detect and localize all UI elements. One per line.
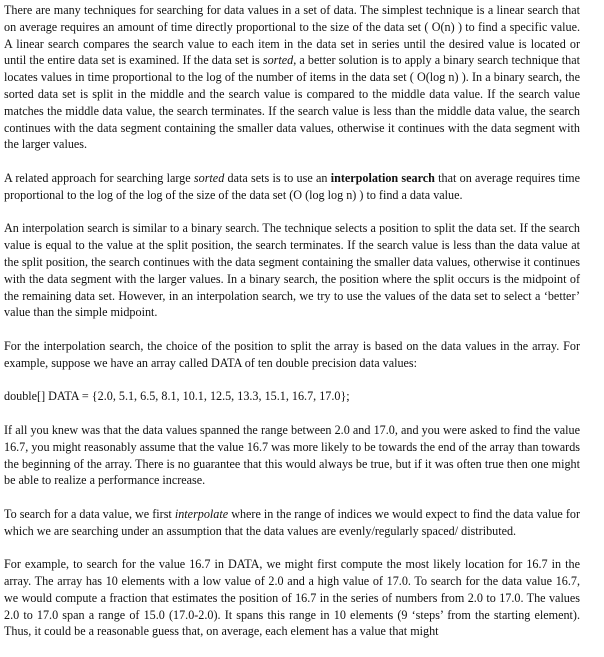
document-body	[4, 2, 580, 657]
code-data-array: double[] DATA = {2.0, 5.1, 6.5, 8.1, 10.1, 12.5, 13.3, 15.1, 16.7, 17.0};	[4, 389, 350, 404]
paragraph-example-computation: For example, to search for the value 16.7 in DATA, we might first compute the most likely location for 16.7 in the array. The array has 10 elements with a low value of 2.0 and a high value of 17.0. To search for the data value 16.7, we would compute a fraction that estimates the position of 16.7 in the series of numbers from 2.0 to 17.0. The values 2.0 to 17.0 span a range of 15.0 (17.0-2.0). It spans this range in 10 elements (9 ‘steps’ from the starting element). Thus, it could be a reasonable guess that, on average, each element has a value that might	[4, 557, 580, 639]
paragraph-interpolation-vs-binary: An interpolation search is similar to a binary search. The technique selects a position to split the data set. If the search value is equal to the value at the split position, the search terminates. If the search value is less than the data value at the split position, the search continues with the data segment containing the smaller data values, otherwise it continues with the data segment with the larger values. In a binary search, the position where the split occurs is the midpoint of the remaining data set. However, in an interpolation search, we try to use the values of the data set to select a ‘better’ value than the simple midpoint.	[4, 221, 580, 320]
text-run: There are many techniques for searching for data values in a set of data. The simplest technique is a linear search that on average requires an amount of time directly proportional to the size of the data set ( O(n) ) to find a specific value. A linear search compares the search value to each item in the data set in series until the desired value is located or until the entire data set is examined. If the data set is	[4, 3, 580, 68]
paragraph-interpolate-step	[4, 506, 580, 540]
bold-interpolation-search: interpolation search	[330, 170, 435, 185]
emphasis-sorted: sorted	[193, 170, 225, 185]
text-run: To search for a data value, we first	[4, 506, 175, 521]
paragraph-range-reasoning: If all you knew was that the data values spanned the range between 2.0 and 17.0, and you were asked to find the value 16.7, you might reasonably assume that the value 16.7 was more likely to be towards the end of the array than towards the beginning of the array. There is no guarantee that this would always be true, but if it was often true then one might be able to realize a performance increase.	[4, 422, 580, 488]
text-run: where in the range of indices we would expect to find the data value for which we are searching under an assumption that the data values are evenly/regularly spaced/ distributed.	[4, 506, 580, 538]
paragraph-linear-binary-search	[4, 2, 580, 153]
text-run: , a better solution is to apply a binary search technique that locates values in time proportional to the log of the number of items in the data set ( O(log n) ). In a binary search, the sorted data set is split in the middle and the search value is compared to the middle data value. If the search value matches the middle data value, the search terminates. If the search value is less than the middle data value, the search continues with the data segment containing the smaller data values, otherwise it continues with the data segment with the larger values.	[4, 53, 580, 152]
emphasis-interpolate: interpolate	[174, 506, 229, 521]
paragraph-interpolation-intro	[4, 170, 580, 204]
paragraph-split-choice: For the interpolation search, the choice of the position to split the array is based on the data values in the array. For example, suppose we have an array called DATA of ten double precision data values:	[4, 338, 580, 370]
emphasis-sorted: sorted	[262, 53, 294, 68]
text-run: data sets is to use an	[224, 170, 331, 185]
text-run: that on average requires time proportional to the log of the log of the size of the data set (O (log log n) ) to find a data value.	[4, 170, 580, 202]
text-run: A related approach for searching large	[4, 170, 194, 185]
